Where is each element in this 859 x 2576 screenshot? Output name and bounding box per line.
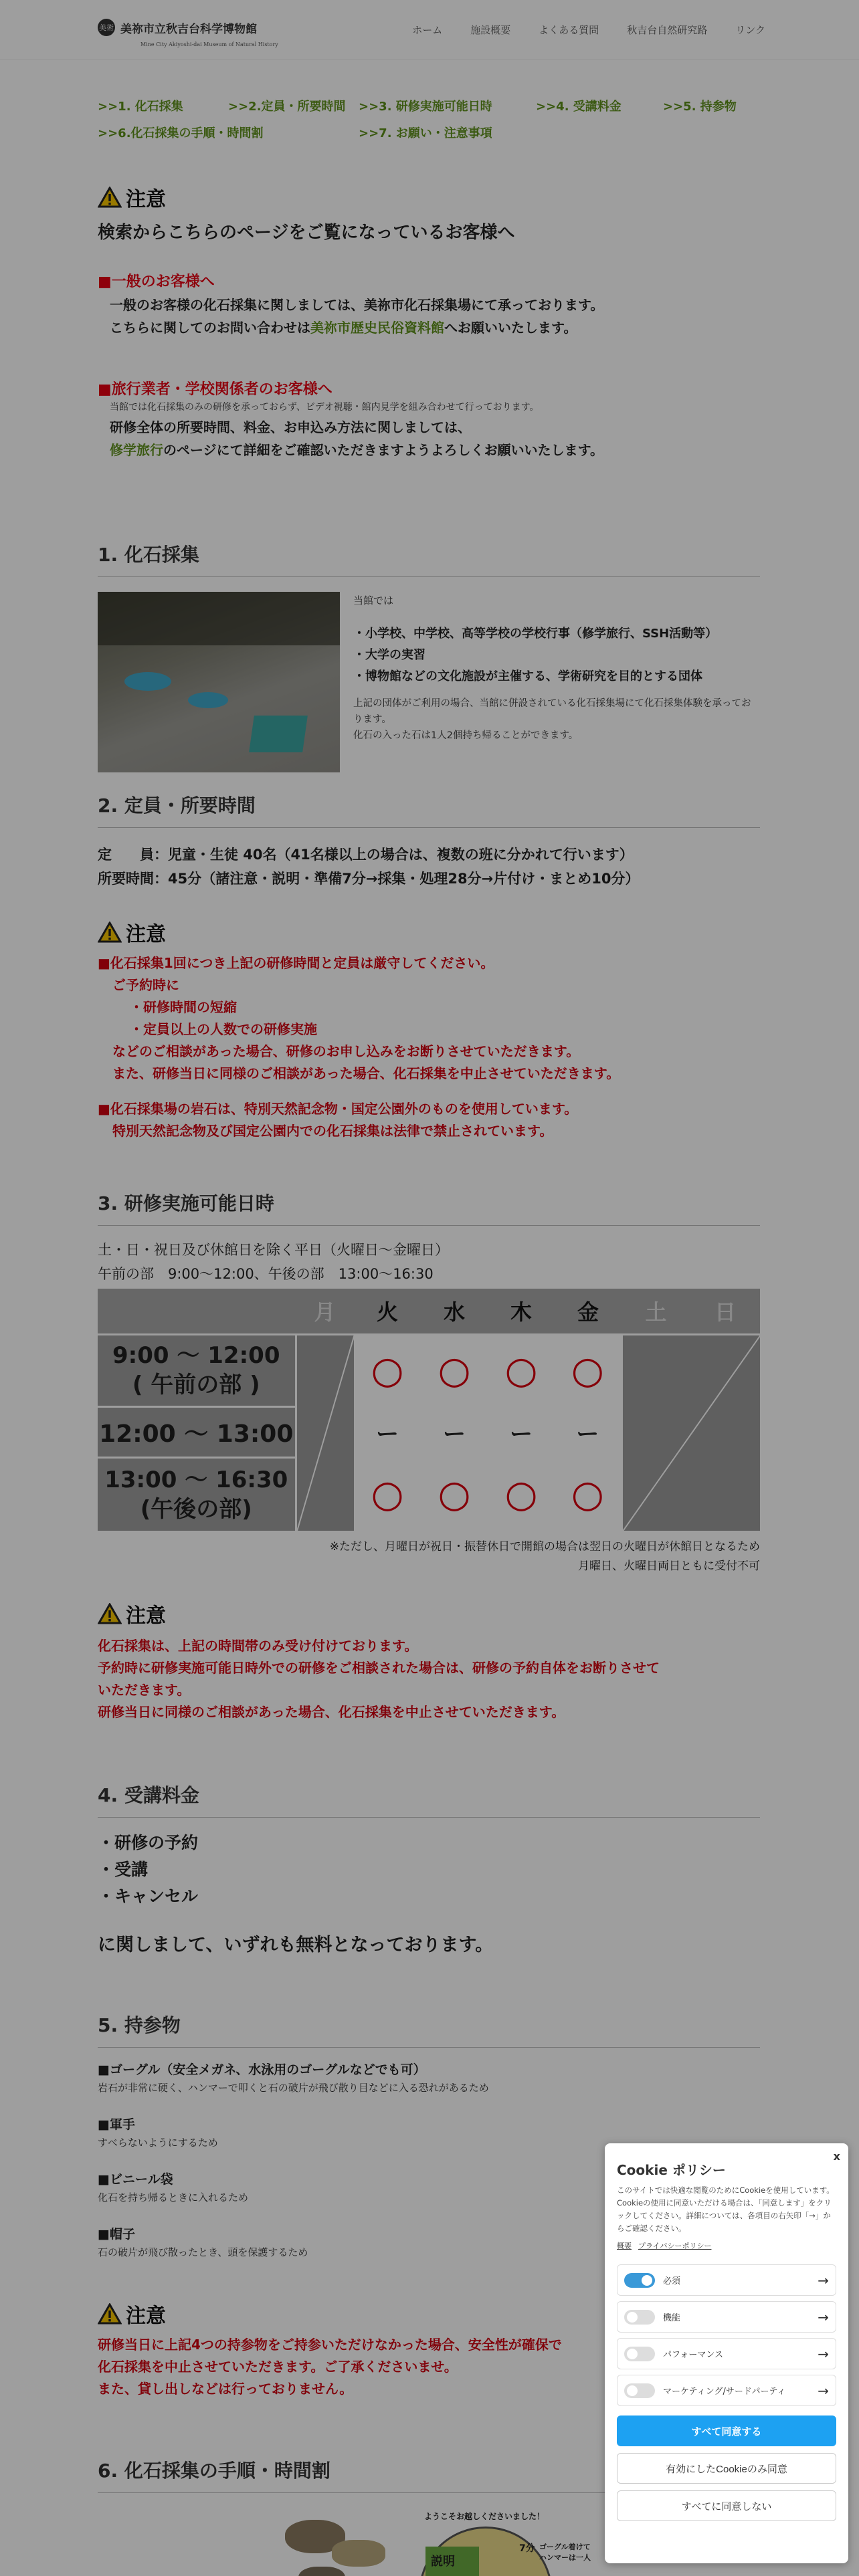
- sec3-warning-title: 注意: [98, 1599, 760, 1628]
- travel-small-note: 当館では化石採集のみの研修を承っておらず、ビデオ視聴・館内見学を組み合わせて行っております。: [110, 402, 539, 413]
- nav-home[interactable]: ホーム: [412, 24, 443, 36]
- sec3-warn-2: 予約時に研修実施可能日時外での研修をご相談された場合は、研修の予約自体をお断りさせて: [98, 1660, 660, 1676]
- sec2-warn-6: また、研修当日に同様のご相談があった場合、化石採集を中止させていただきます。: [112, 1065, 620, 1081]
- accept-selected-button[interactable]: 有効にしたCookieのみ同意: [617, 2453, 836, 2484]
- sec5-warning-title: 注意: [98, 2299, 760, 2329]
- logo-icon: 美術: [98, 19, 115, 36]
- figure-label-goggles: ゴーグル着けて: [539, 2543, 591, 2551]
- cookie-category-required[interactable]: 必須 →: [617, 2264, 836, 2296]
- general-line-1: 一般のお客様の化石採集に関しましては、美祢市化石採集場にて承っております。: [110, 297, 604, 313]
- sec5-warn-1: 研修当日に上記4つの持参物をご持参いただけなかった場合、安全性が確保で: [98, 2337, 562, 2353]
- bring-item-gloves: ■軍手: [98, 2117, 135, 2132]
- toggle-required[interactable]: [624, 2273, 655, 2288]
- cookie-privacy-link[interactable]: プライバシーポリシー: [638, 2242, 712, 2250]
- sec1-note-1: 上記の団体がご利用の場合、当館に併設されている化石採集場にて化石採集体験を承っております。: [353, 698, 751, 725]
- mark-thu-pm: ○: [488, 1457, 555, 1531]
- mark-thu-lunch: ー: [488, 1406, 555, 1457]
- cookie-close-icon[interactable]: x: [833, 2150, 840, 2163]
- reject-all-button[interactable]: すべてに同意しない: [617, 2490, 836, 2521]
- cookie-category-marketing[interactable]: マーケティング/サードパーティ →: [617, 2375, 836, 2406]
- cookie-overview-link[interactable]: 概要: [617, 2242, 632, 2250]
- day-header-tue: 火: [376, 1299, 398, 1325]
- toggle-functional[interactable]: [624, 2310, 655, 2325]
- mark-tue-am: ○: [354, 1334, 421, 1406]
- day-header-fri: 金: [577, 1299, 599, 1325]
- bring-item-hat: ■帽子: [98, 2227, 135, 2242]
- day-header-thu: 木: [510, 1299, 532, 1325]
- day-header-sat: 土: [645, 1299, 667, 1325]
- duration-text: 所要時間：45分（諸注意・説明・準備7分→採集・処理28分→片付け・まとめ10分）: [98, 871, 640, 887]
- section-6-heading: 6. 化石採集の手順・時間割: [98, 2456, 760, 2493]
- toc-link-1[interactable]: >>1. 化石採集: [98, 100, 183, 114]
- sec2-warn-7: ■化石採集場の岩石は、特別天然記念物・国定公園外のものを使用しています。: [98, 1101, 578, 1117]
- nav-links[interactable]: リンク: [735, 24, 765, 36]
- bring-item-goggles: ■ゴーグル（安全メガネ、水泳用のゴーグルなどでも可）: [98, 2062, 426, 2077]
- accept-all-button[interactable]: すべて同意する: [617, 2416, 836, 2446]
- time-slot-lunch: 12:00 〜 13:00: [98, 1406, 296, 1457]
- figure-caption: ようこそお越しくださいました！: [424, 2512, 545, 2521]
- sec2-warn-8: 特別天然記念物及び国定公園内での化石採集は法律で禁止されています。: [112, 1123, 553, 1139]
- arrow-right-icon[interactable]: →: [818, 2382, 829, 2399]
- logo-subtext: Mine City Akiyoshi-dai Museum of Natural History: [140, 41, 278, 47]
- mark-fri-pm: ○: [555, 1457, 622, 1531]
- sec2-warn-1: ■化石採集1回につき上記の研修時間と定員は厳守してください。: [98, 955, 494, 971]
- figure-label-7min: 7分: [519, 2543, 535, 2554]
- section-3-heading: 3. 研修実施可能日時: [98, 1189, 760, 1226]
- toc-link-3[interactable]: >>3. 研修実施可能日時: [359, 100, 492, 114]
- fee-item-3: ・キャンセル: [98, 1887, 199, 1906]
- toc-link-2[interactable]: >>2.定員・所要時間: [228, 100, 346, 114]
- sec1-item-1: ・小学校、中学校、高等学校の学校行事（修学旅行、SSH活動等）: [353, 627, 718, 641]
- nav-nature-trail[interactable]: 秋吉台自然研究路: [627, 24, 708, 36]
- sec2-warn-5: などのご相談があった場合、研修のお申し込みをお断りさせていただきます。: [112, 1043, 580, 1059]
- bring-desc-goggles: 岩石が非常に硬く、ハンマーで叩くと石の破片が飛び散り目などに入る恐れがあるため: [98, 2082, 489, 2094]
- sec3-line-1: 土・日・祝日及び休館日を除く平日（火曜日〜金曜日）: [98, 1242, 449, 1258]
- notice-subtitle: 検索からこちらのページをご覧になっているお客様へ: [98, 223, 515, 243]
- section-1-heading: 1. 化石採集: [98, 540, 760, 577]
- cookie-category-performance[interactable]: パフォーマンス →: [617, 2338, 836, 2369]
- cookie-title: Cookie ポリシー: [617, 2162, 726, 2178]
- sec1-note-2: 化石の入った石は1人2個持ち帰ることができます。: [353, 730, 579, 741]
- sec1-item-3: ・博物館などの文化施設が主催する、学術研究を目的とする団体: [353, 669, 702, 683]
- sec2-warn-4: ・定員以上の人数での研修実施: [130, 1021, 317, 1037]
- figure-label-explain: 説明: [425, 2547, 479, 2576]
- nav-faq[interactable]: よくある質問: [539, 24, 599, 36]
- notice-title: 注意: [98, 183, 760, 212]
- day-header-mon: 月: [314, 1299, 336, 1325]
- bring-desc-hat: 石の破片が飛び散ったとき、頭を保護するため: [98, 2246, 308, 2258]
- mark-fri-lunch: ー: [555, 1406, 622, 1457]
- toc-link-6[interactable]: >>6.化石採集の手順・時間割: [98, 126, 264, 140]
- sec2-warn-3: ・研修時間の短縮: [130, 999, 237, 1015]
- travel-line-2: 修学旅行のページにて詳細をご確認いただきますようよろしくお願いいたします。: [110, 442, 603, 458]
- toggle-marketing[interactable]: [624, 2383, 655, 2398]
- sec2-warn-2: ご予約時に: [112, 977, 179, 993]
- toc-link-4[interactable]: >>4. 受講料金: [536, 100, 622, 114]
- sec3-line-2: 午前の部 9:00〜12:00、午後の部 13:00〜16:30: [98, 1266, 434, 1282]
- general-line-2: こちらに関してのお問い合わせは美祢市歴史民俗資料館へお願いいたします。: [110, 320, 577, 336]
- cookie-dialog: [605, 2143, 848, 2563]
- toc-link-5[interactable]: >>5. 持参物: [663, 100, 737, 114]
- time-slot-afternoon: 13:00 〜 16:30 (午後の部): [98, 1457, 296, 1531]
- travel-agencies-heading: ■旅行業者・学校関係者のお客様へ: [98, 381, 332, 398]
- fee-item-1: ・研修の予約: [98, 1833, 199, 1852]
- arrow-right-icon[interactable]: →: [818, 2345, 829, 2362]
- travel-line-1: 研修全体の所要時間、料金、お申込み方法に関しましては、: [110, 419, 471, 435]
- cookie-body: このサイトでは快適な閲覧のためにCookieを使用しています。Cookieの使用に同意いただける場合は、「同意します」をクリックしてください。詳細については、各項目の右矢印「→」からご確認ください。: [617, 2185, 834, 2233]
- history-museum-link[interactable]: 美祢市歴史民俗資料館: [310, 320, 444, 336]
- capacity-text: 定 員：児童・生徒 40名（41名様以上の場合は、複数の班に分かれて行います）: [98, 847, 634, 863]
- day-header-sun: 日: [714, 1299, 736, 1325]
- logo-text: 美祢市立秋吉台科学博物館: [120, 22, 257, 36]
- sec3-warn-1: 化石採集は、上記の時間帯のみ受け付けております。: [98, 1638, 418, 1654]
- bring-item-bag: ■ビニール袋: [98, 2172, 173, 2187]
- bring-desc-bag: 化石を持ち帰るときに入れるため: [98, 2191, 249, 2204]
- sec2-warning-title: 注意: [98, 918, 760, 947]
- cookie-category-functional[interactable]: 機能 →: [617, 2301, 836, 2333]
- nav-facility[interactable]: 施設概要: [470, 24, 511, 36]
- sec3-warn-3: いただきます。: [98, 1682, 191, 1698]
- schedule-footnote-2: 月曜日、火曜日両日ともに受付不可: [578, 1560, 760, 1573]
- school-trip-link[interactable]: 修学旅行: [110, 442, 163, 458]
- fee-conclusion: に関しまして、いずれも無料となっております。: [98, 1935, 494, 1955]
- toc-link-7[interactable]: >>7. お願い・注意事項: [359, 126, 492, 140]
- mark-wed-pm: ○: [421, 1457, 488, 1531]
- sec3-warn-4: 研修当日に同様のご相談があった場合、化石採集を中止させていただきます。: [98, 1704, 565, 1720]
- sec5-warn-2: 化石採集を中止させていただきます。ご了承くださいませ。: [98, 2359, 458, 2375]
- schedule-footnote-1: ※ただし、月曜日が祝日・振替休日で開館の場合は翌日の火曜日が休館日となるため: [329, 1540, 760, 1553]
- bring-desc-gloves: すべらないようにするため: [98, 2137, 218, 2149]
- mark-fri-am: ○: [555, 1334, 622, 1406]
- mark-tue-pm: ○: [354, 1457, 421, 1531]
- section-4-heading: 4. 受講料金: [98, 1781, 760, 1818]
- fee-item-2: ・受講: [98, 1860, 149, 1879]
- time-slot-morning: 9:00 〜 12:00 ( 午前の部 ): [98, 1334, 296, 1406]
- arrow-right-icon[interactable]: →: [818, 2272, 829, 2288]
- mark-wed-am: ○: [421, 1334, 488, 1406]
- sec1-intro: 当館では: [353, 595, 394, 607]
- mark-thu-am: ○: [488, 1334, 555, 1406]
- mark-tue-lunch: ー: [354, 1406, 421, 1457]
- figure-label-hammer: ハンマーは一人: [539, 2553, 591, 2562]
- sec1-item-2: ・大学の実習: [353, 648, 425, 662]
- day-header-wed: 水: [443, 1299, 465, 1325]
- sec5-warn-3: また、貸し出しなどは行っておりません。: [98, 2381, 353, 2397]
- toggle-performance[interactable]: [624, 2347, 655, 2361]
- arrow-right-icon[interactable]: →: [818, 2309, 829, 2325]
- general-customers-heading: ■一般のお客様へ: [98, 274, 215, 290]
- section-5-heading: 5. 持参物: [98, 2011, 760, 2048]
- section-2-heading: 2. 定員・所要時間: [98, 791, 760, 828]
- mark-wed-lunch: ー: [421, 1406, 488, 1457]
